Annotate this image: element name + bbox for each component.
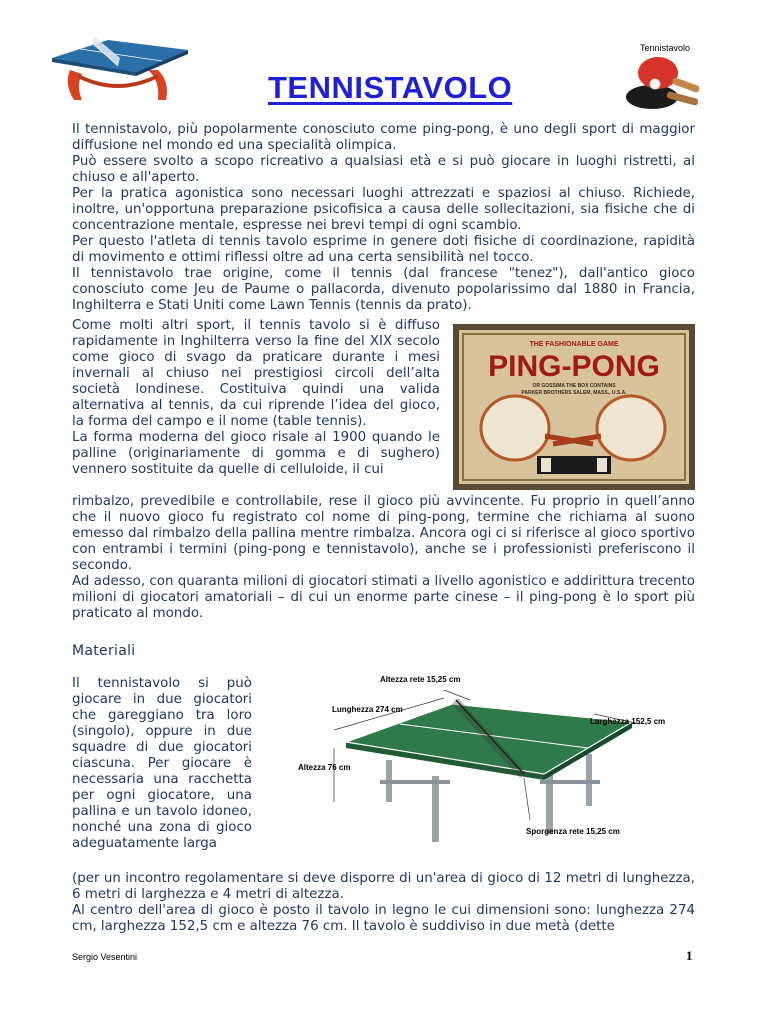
intro-text <box>72 122 695 314</box>
box-sub-line1: OR GOSSIMA THE BOX CONTAINS <box>532 383 616 389</box>
box-sub-line2: PARKER BROTHERS SALEM, MASS., U.S.A. <box>521 390 627 396</box>
materials-text-column <box>72 676 252 852</box>
paragraph: Al centro dell'area di gioco è posto il tavolo in legno le cui dimensioni sono: lunghezza 274 cm, larghezza 152,5 cm e altezza 76 cm. Il tavolo è suddiviso in due metà (dette <box>72 903 695 934</box>
paragraph: Il tennistavolo si può giocare in due giocatori che gareggiano tra loro (singolo), oppure in due squadre di due giocatori ciascuna. Per giocare è necessaria una racchetta per ogni giocatore, una pallina e un tavolo idoneo, nonché una zona di gioco adeguatamente larga <box>72 676 252 851</box>
label-length: Lunghezza 274 cm <box>332 705 403 714</box>
paragraph: La forma moderna del gioco risale al 1900 quando le palline (originariamente di gomma e di sughero) vennero sostituite da quelle di celluloide, il cui <box>72 430 440 477</box>
label-height: Altezza 76 cm <box>298 763 351 772</box>
page-title: TENNISTAVOLO <box>268 70 513 105</box>
header-right-label: Tennistavolo <box>640 43 691 53</box>
paragraph: Il tennistavolo, più popolarmente conosciuto come ping-pong, è uno degli sport di maggior diffusione nel mondo ed una specialità olimpica. <box>72 122 695 153</box>
label-overhang: Sporgenza rete 15,25 cm <box>526 827 620 836</box>
history-text-column <box>72 318 440 478</box>
ping-pong-box-photo <box>453 324 695 490</box>
paragraph: (per un incontro regolamentare si deve disporre di un'area di gioco di 12 metri di lunghezza, 6 metri di larghezza e 4 metri di altezza. <box>72 871 695 902</box>
label-width: Larghezza 152,5 cm <box>590 717 666 726</box>
paragraph: Il tennistavolo trae origine, come il tennis (dal francese "tenez"), dall'antico gioco conosciuto come Jeu de Paume o pallacorda, divenuto popolarissimo dal 1880 in Francia, Inghilterra e Stati Uniti come Lawn Tennis (tennis da prato). <box>72 266 695 313</box>
table-dimensions-diagram <box>294 668 700 846</box>
footer-author: Sergio Vesentini <box>72 952 138 962</box>
paragraph: Ad adesso, con quaranta milioni di giocatori stimati a livello agonistico e addirittura trecento milioni di giocatori amatoriali – di cui un enorme parte cinese – il ping-pong è lo sport più praticato al mondo. <box>72 574 695 621</box>
page-number: 1 <box>686 948 693 963</box>
section-heading-materiali: Materiali <box>72 643 136 659</box>
history-text-continued <box>72 494 695 622</box>
paddles-clipart <box>624 55 706 111</box>
materials-text-continued <box>72 871 695 935</box>
box-top-label: THE FASHIONABLE GAME <box>529 341 619 348</box>
table-tennis-table-clipart <box>48 34 190 104</box>
paragraph: Per la pratica agonistica sono necessari luoghi attrezzati e spaziosi al chiuso. Richiede, inoltre, un'opportuna preparazione psicofisica a causa delle sollecitazioni, sia fisiche che di concentrazione mentale, espresse nei brevi tempi di ogni scambio. <box>72 186 695 233</box>
paragraph: Come molti altri sport, il tennis tavolo si è diffuso rapidamente in Inghilterra verso la fine del XIX secolo come gioco di svago da praticare durante i mesi invernali al chiuso nei prestigiosi circoli dell’alta società londinese. Costituiva quindi una valida alternativa al tennis, da cui riprende l’idea del gioco, la forma del campo e il nome (table tennis). <box>72 318 440 429</box>
paragraph: Può essere svolto a scopo ricreativo a qualsiasi età e si può giocare in luoghi ristretti, al chiuso e all'aperto. <box>72 154 695 185</box>
paragraph: rimbalzo, prevedibile e controllabile, rese il gioco più avvincente. Fu proprio in quell’anno che il nuovo gioco fu registrato col nome di ping-pong, termine che richiama al suono emesso dal rimbalzo della pallina mentre rimbalza. Ancora ogi ci si riferisce al gioco sportivo con entrambi i termini (ping-pong e tennistavolo), anche se i professionisti preferiscono il secondo. <box>72 494 695 573</box>
paragraph: Per questo l'atleta di tennis tavolo esprime in genere doti fisiche di coordinazione, rapidità di movimento e ottimi riflessi oltre ad una certa sensibilità nel tocco. <box>72 234 695 265</box>
box-main-text: PING-PONG <box>488 350 660 383</box>
label-net-height: Altezza rete 15,25 cm <box>380 675 461 684</box>
